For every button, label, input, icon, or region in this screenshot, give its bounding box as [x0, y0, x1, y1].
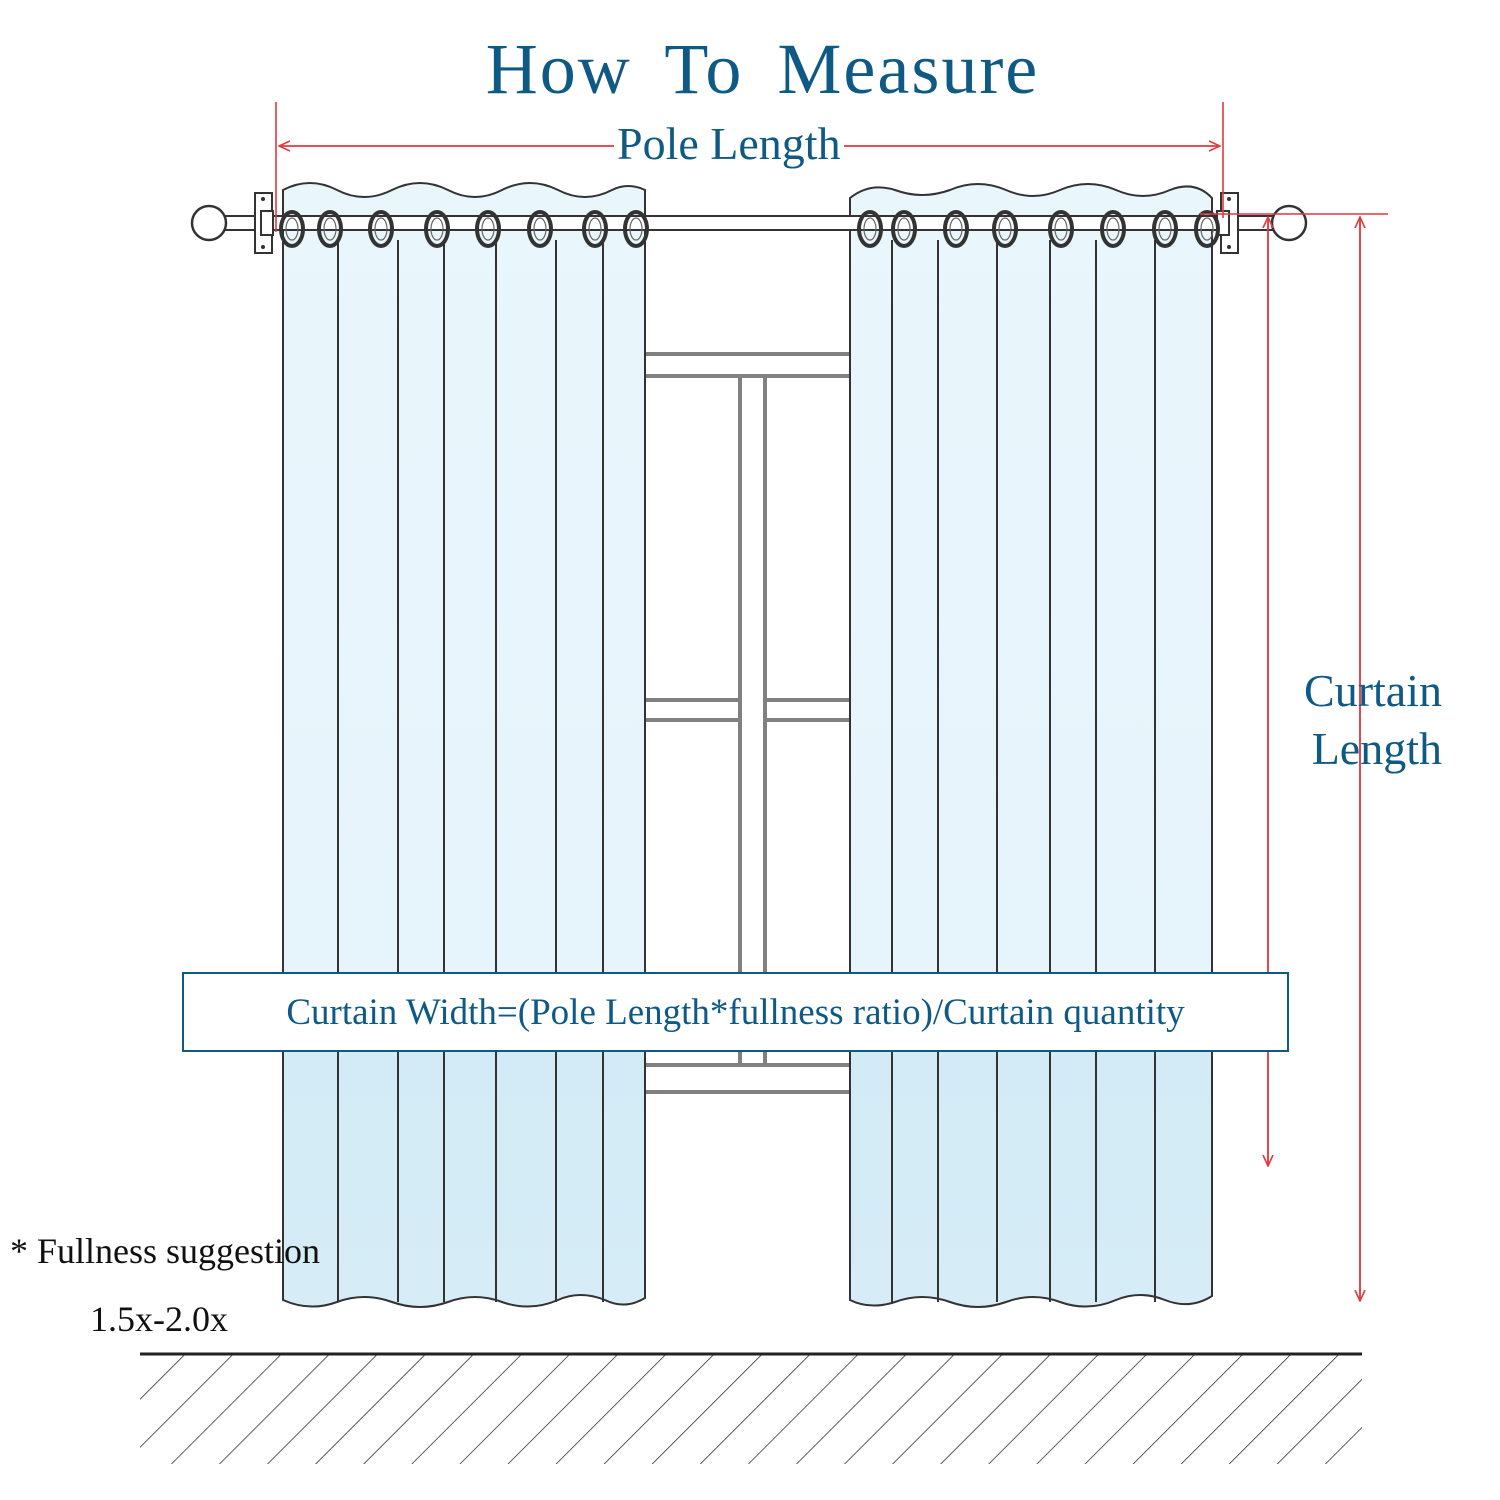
- curtain-length-line1: Curtain: [1304, 665, 1442, 716]
- curtain-width-formula: Curtain Width=(Pole Length*fullness ratio)/Curtain quantity: [286, 992, 1185, 1033]
- curtain-panel-right: [850, 184, 1212, 1307]
- page-title: How To Measure: [485, 29, 1040, 109]
- pole-length-label: Pole Length: [614, 117, 844, 170]
- floor-hatch-icon: [140, 1354, 1362, 1464]
- curtain-panel-left: [283, 183, 645, 1307]
- curtain-length-line2: Length: [1311, 723, 1442, 774]
- fullness-suggestion-label: * Fullness suggestion: [10, 1231, 321, 1271]
- curtain-length-label: [1262, 662, 1442, 778]
- formula-box: [182, 972, 1289, 1052]
- fullness-suggestion-value: 1.5x-2.0x: [90, 1299, 228, 1339]
